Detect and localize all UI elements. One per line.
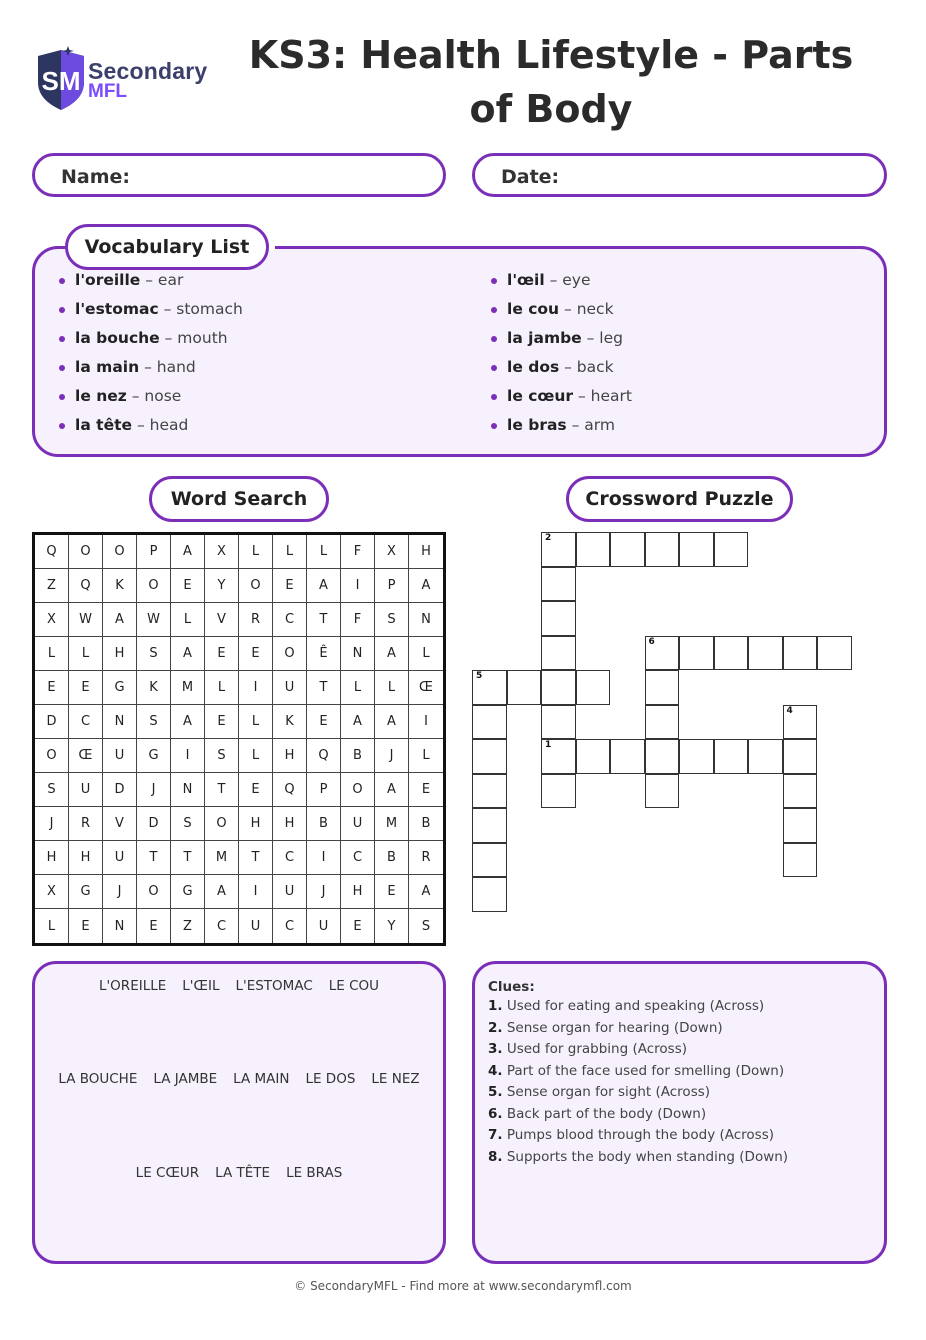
clue-item [488, 1039, 788, 1061]
word-search-cell[interactable]: L [35, 637, 69, 671]
word-search-cell[interactable]: H [341, 875, 375, 909]
word-search-cell[interactable]: C [273, 841, 307, 875]
vocab-english: – neck [559, 300, 614, 318]
vocab-french: la bouche [75, 329, 160, 347]
word-search-cell[interactable]: H [273, 739, 307, 773]
word-search-cell[interactable]: C [273, 603, 307, 637]
word-search-cell[interactable]: U [273, 875, 307, 909]
word-search-cell[interactable]: J [35, 807, 69, 841]
crossword-number: 4 [786, 705, 793, 716]
vocab-english: – hand [139, 358, 196, 376]
vocab-french: le cou [507, 300, 560, 318]
clue-number: 3. [488, 1041, 503, 1057]
vocab-english: – heart [573, 387, 632, 405]
clue-text: Sense organ for hearing (Down) [502, 1019, 723, 1036]
crossword-cell[interactable] [541, 601, 576, 636]
vocab-french: la main [75, 358, 140, 376]
date-field[interactable] [472, 153, 887, 197]
clue-number: 8. [488, 1148, 503, 1165]
vocab-french: le cœur [507, 387, 574, 405]
word-search-cell[interactable]: I [307, 841, 341, 875]
clue-text: Used for grabbing (Across) [502, 1041, 687, 1057]
word-search-cell[interactable]: P [307, 773, 341, 807]
clue-item [488, 1061, 788, 1083]
name-label: Name: [61, 166, 131, 188]
crossword-cell[interactable] [783, 843, 818, 878]
word-bank-word: LE NEZ [371, 1071, 420, 1087]
svg-text:SM: SM [41, 66, 81, 96]
word-search-cell[interactable]: D [35, 705, 69, 739]
word-search-cell[interactable]: Ê [307, 637, 341, 671]
word-search-cell[interactable]: H [69, 841, 103, 875]
word-search-cell[interactable]: S [137, 637, 171, 671]
crossword-cell[interactable] [783, 636, 818, 671]
word-search-cell[interactable]: I [409, 705, 443, 739]
word-search-heading: Word Search [149, 476, 329, 522]
word-search-cell[interactable]: U [103, 739, 137, 773]
crossword-number: 1 [545, 740, 552, 750]
word-search-cell[interactable]: L [341, 671, 375, 705]
word-bank-word: L'OREILLE [98, 978, 167, 994]
word-bank-word: LE CŒUR [135, 1165, 200, 1181]
crossword-cell[interactable] [610, 532, 645, 567]
word-search-cell[interactable]: A [171, 637, 205, 671]
crossword-cell[interactable] [576, 670, 611, 705]
word-search-cell[interactable]: J [103, 875, 137, 909]
word-search-cell[interactable]: L [409, 637, 443, 671]
crossword-cell[interactable] [645, 739, 680, 774]
vocabulary-heading: Vocabulary List [65, 224, 269, 270]
vocab-item [489, 415, 632, 444]
clue-text: Back part of the body (Down) [502, 1105, 707, 1122]
word-search-cell[interactable]: A [171, 705, 205, 739]
word-search-cell[interactable]: U [273, 671, 307, 705]
vocab-item [57, 357, 243, 386]
crossword-cell[interactable] [679, 739, 714, 774]
word-bank-row [35, 978, 443, 994]
crossword-heading: Crossword Puzzle [566, 476, 793, 522]
word-search-cell[interactable]: K [273, 705, 307, 739]
clue-text: Supports the body when standing (Down) [502, 1148, 789, 1165]
word-search-cell[interactable]: V [103, 807, 137, 841]
vocab-french: la jambe [507, 329, 582, 347]
word-search-cell[interactable]: O [341, 773, 375, 807]
word-search-cell[interactable]: E [341, 909, 375, 943]
word-search-cell[interactable]: B [341, 739, 375, 773]
word-bank-word: LE DOS [305, 1071, 356, 1087]
word-search-cell[interactable]: O [273, 637, 307, 671]
vocab-french: le nez [75, 387, 127, 405]
word-search-cell[interactable]: A [307, 569, 341, 603]
word-search-cell[interactable]: Y [205, 569, 239, 603]
crossword-cell[interactable] [610, 739, 645, 774]
vocab-english: – arm [566, 416, 615, 434]
word-search-cell[interactable]: Y [375, 909, 409, 943]
word-search-cell[interactable]: C [205, 909, 239, 943]
word-search-cell[interactable]: M [375, 807, 409, 841]
crossword-cell[interactable] [507, 670, 542, 705]
word-search-cell[interactable]: M [171, 671, 205, 705]
word-search-cell[interactable]: J [375, 739, 409, 773]
word-search-cell[interactable]: E [205, 637, 239, 671]
word-search-cell[interactable]: D [137, 807, 171, 841]
vocabulary-box [32, 246, 887, 457]
vocab-item [57, 415, 243, 444]
word-search-cell[interactable]: E [273, 569, 307, 603]
shield-logo-icon [34, 46, 88, 112]
clues-list [488, 996, 788, 1168]
word-bank-box [32, 961, 446, 1264]
word-search-cell[interactable]: B [307, 807, 341, 841]
word-search-cell[interactable]: E [409, 773, 443, 807]
clue-item [488, 1082, 788, 1104]
word-search-cell[interactable]: L [239, 739, 273, 773]
vocab-english: – nose [126, 387, 182, 405]
crossword-cell[interactable] [541, 532, 576, 567]
word-search-cell[interactable]: L [69, 637, 103, 671]
word-search-cell[interactable]: D [103, 773, 137, 807]
word-search-cell[interactable]: Q [35, 535, 69, 569]
word-search-cell[interactable]: S [35, 773, 69, 807]
clue-text: Sense organ for sight (Across) [502, 1084, 711, 1100]
brand-subname: MFL [88, 81, 128, 102]
word-search-cell[interactable]: T [205, 773, 239, 807]
word-search-cell[interactable]: R [69, 807, 103, 841]
word-search-cell[interactable]: O [103, 535, 137, 569]
crossword-cell[interactable] [576, 739, 611, 774]
word-search-cell[interactable]: T [307, 671, 341, 705]
word-search-cell[interactable]: Œ [409, 671, 443, 705]
word-search-cell[interactable]: E [205, 705, 239, 739]
vocab-french: la tête [75, 416, 133, 434]
word-search-cell[interactable]: O [137, 569, 171, 603]
word-search-cell[interactable]: H [273, 807, 307, 841]
word-search-cell[interactable]: A [409, 875, 443, 909]
crossword-number: 5 [476, 671, 483, 681]
word-search-cell[interactable]: X [35, 875, 69, 909]
word-search-cell[interactable]: P [375, 569, 409, 603]
word-search-cell[interactable]: N [103, 705, 137, 739]
word-search-cell[interactable]: G [171, 875, 205, 909]
vocab-item [489, 270, 632, 299]
footer-text: © SecondaryMFL - Find more at www.secondarymfl.com [294, 1279, 632, 1293]
vocab-item [57, 270, 243, 299]
word-search-cell[interactable]: W [69, 603, 103, 637]
word-bank-word: LE COU [328, 978, 380, 994]
vocab-item [57, 328, 243, 357]
word-search-cell[interactable]: A [341, 705, 375, 739]
word-search-cell[interactable]: L [171, 603, 205, 637]
clue-number: 6. [488, 1105, 503, 1122]
word-search-cell[interactable]: O [35, 739, 69, 773]
vocab-item [489, 386, 632, 415]
brand-name: Secondary [88, 58, 208, 84]
word-search-cell[interactable]: A [205, 875, 239, 909]
clue-item [488, 996, 788, 1018]
word-search-cell[interactable]: X [205, 535, 239, 569]
word-search-cell[interactable]: A [409, 569, 443, 603]
word-search-cell[interactable]: X [375, 535, 409, 569]
clue-number: 2. [488, 1019, 503, 1036]
word-search-cell[interactable]: Z [35, 569, 69, 603]
word-search-cell[interactable]: E [137, 909, 171, 943]
word-bank-word: LA JAMBE [153, 1071, 218, 1087]
vocab-french: l'estomac [75, 300, 159, 318]
vocab-french: l'œil [507, 271, 545, 289]
word-bank-word: LA BOUCHE [58, 1071, 138, 1087]
crossword-cell[interactable] [783, 739, 818, 774]
word-search-cell[interactable]: P [137, 535, 171, 569]
word-search-cell[interactable]: E [239, 773, 273, 807]
word-search-cell[interactable]: S [205, 739, 239, 773]
crossword-cell[interactable] [748, 636, 783, 671]
word-bank-word: LE BRAS [286, 1165, 343, 1181]
word-bank-word: LA MAIN [233, 1071, 290, 1087]
clue-number: 7. [488, 1127, 503, 1143]
crossword-cell[interactable] [645, 636, 680, 671]
word-search-cell[interactable]: A [375, 773, 409, 807]
word-search-cell[interactable]: U [69, 773, 103, 807]
word-search-cell[interactable]: E [171, 569, 205, 603]
word-search-cell[interactable]: A [171, 535, 205, 569]
crossword-cell[interactable] [541, 705, 576, 740]
word-search-cell[interactable]: K [103, 569, 137, 603]
word-search-cell[interactable]: X [35, 603, 69, 637]
crossword-cell[interactable] [576, 532, 611, 567]
word-bank-word: L'ESTOMAC [235, 978, 313, 994]
word-search-cell[interactable]: H [239, 807, 273, 841]
word-search-cell[interactable]: S [171, 807, 205, 841]
vocab-english: – eye [544, 271, 591, 289]
crossword-cell[interactable] [472, 877, 507, 912]
word-search-cell[interactable]: N [409, 603, 443, 637]
word-search-cell[interactable]: Q [307, 739, 341, 773]
word-bank-row [35, 1071, 443, 1087]
word-search-cell[interactable]: B [409, 807, 443, 841]
word-search-cell[interactable]: O [205, 807, 239, 841]
word-bank-word: L'ŒIL [182, 978, 220, 994]
word-search-cell[interactable]: Q [69, 569, 103, 603]
word-search-cell[interactable]: C [273, 909, 307, 943]
word-search-cell[interactable]: H [409, 535, 443, 569]
word-search-cell[interactable]: H [35, 841, 69, 875]
word-search-cell[interactable]: M [205, 841, 239, 875]
vocab-item [489, 299, 632, 328]
vocab-english: – leg [581, 329, 623, 347]
word-search-cell[interactable]: I [239, 875, 273, 909]
crossword-cell[interactable] [783, 774, 818, 809]
vocab-item [57, 299, 243, 328]
clue-number: 1. [488, 998, 503, 1014]
vocab-item [489, 328, 632, 357]
word-bank-row [35, 1165, 443, 1181]
clue-item [488, 1018, 788, 1040]
vocabulary-list-left [57, 270, 243, 444]
crossword-cell[interactable] [472, 705, 507, 740]
vocab-french: le dos [507, 358, 560, 376]
crossword-cell[interactable] [679, 532, 714, 567]
crossword-cell[interactable] [645, 705, 680, 740]
word-search-cell[interactable]: J [137, 773, 171, 807]
word-search-cell[interactable]: E [69, 909, 103, 943]
clues-title: Clues: [488, 979, 535, 995]
clue-item [488, 1104, 788, 1126]
word-search-cell[interactable]: N [171, 773, 205, 807]
word-search-cell[interactable]: F [341, 535, 375, 569]
word-search-cell[interactable]: F [341, 603, 375, 637]
crossword-cell[interactable] [714, 532, 749, 567]
word-search-cell[interactable]: G [69, 875, 103, 909]
vocab-french: l'oreille [75, 271, 141, 289]
crossword-cell[interactable] [472, 808, 507, 843]
clue-item [488, 1125, 788, 1147]
word-search-cell[interactable]: I [171, 739, 205, 773]
word-search-cell[interactable]: U [239, 909, 273, 943]
crossword-cell[interactable] [541, 774, 576, 809]
word-search-cell[interactable]: C [69, 705, 103, 739]
vocabulary-list-right [489, 270, 632, 444]
crossword-cell[interactable] [645, 532, 680, 567]
vocab-french: le bras [507, 416, 567, 434]
word-search-cell[interactable]: L [205, 671, 239, 705]
word-search-cell[interactable]: V [205, 603, 239, 637]
clue-text: Part of the face used for smelling (Down) [502, 1062, 785, 1079]
word-search-cell[interactable]: I [341, 569, 375, 603]
crossword-number: 2 [545, 533, 552, 543]
word-search-cell[interactable]: J [307, 875, 341, 909]
word-search-cell[interactable]: G [103, 671, 137, 705]
crossword-cell[interactable] [748, 739, 783, 774]
crossword-cell[interactable] [541, 636, 576, 671]
crossword-cell[interactable] [472, 843, 507, 878]
word-search-cell[interactable]: N [341, 637, 375, 671]
word-search-cell[interactable]: L [239, 535, 273, 569]
word-search-cell[interactable]: U [341, 807, 375, 841]
word-search-cell[interactable]: S [137, 705, 171, 739]
crossword-cell[interactable] [817, 636, 852, 671]
crossword-cell[interactable] [714, 739, 749, 774]
crossword-cell[interactable] [679, 636, 714, 671]
word-search-cell[interactable]: T [171, 841, 205, 875]
word-search-cell[interactable]: E [239, 637, 273, 671]
word-bank-word: LA TÊTE [215, 1165, 271, 1181]
crossword-cell[interactable] [783, 808, 818, 843]
word-search-cell[interactable]: T [239, 841, 273, 875]
page-title: KS3: Health Lifestyle - Parts of Body [248, 33, 854, 131]
word-search-cell[interactable]: Œ [69, 739, 103, 773]
word-search-cell[interactable]: N [103, 909, 137, 943]
clues-box [472, 961, 887, 1264]
word-search-cell[interactable]: G [137, 739, 171, 773]
date-label: Date: [501, 166, 560, 188]
word-search-cell[interactable]: E [375, 875, 409, 909]
crossword-cell[interactable] [472, 774, 507, 809]
word-search-cell[interactable]: R [409, 841, 443, 875]
crossword-grid [472, 532, 852, 912]
clue-item [488, 1147, 788, 1169]
word-search-cell[interactable]: L [375, 671, 409, 705]
word-search-cell[interactable]: R [239, 603, 273, 637]
crossword-cell[interactable] [541, 567, 576, 602]
word-search-cell[interactable]: L [409, 739, 443, 773]
crossword-cell[interactable] [783, 705, 818, 740]
word-search-cell[interactable]: O [137, 875, 171, 909]
word-search-cell[interactable]: T [137, 841, 171, 875]
word-search-cell[interactable]: K [137, 671, 171, 705]
word-search-cell[interactable]: U [307, 909, 341, 943]
word-search-cell[interactable]: E [35, 671, 69, 705]
word-search-cell[interactable]: L [273, 535, 307, 569]
word-search-grid [32, 532, 446, 946]
word-search-cell[interactable]: Q [273, 773, 307, 807]
crossword-cell[interactable] [541, 670, 576, 705]
crossword-cell[interactable] [714, 636, 749, 671]
word-search-cell[interactable]: O [69, 535, 103, 569]
clue-text: Used for eating and speaking (Across) [502, 998, 765, 1014]
name-field[interactable] [32, 153, 446, 197]
vocab-english: – ear [140, 271, 184, 289]
word-search-cell[interactable]: S [375, 603, 409, 637]
vocab-english: – head [132, 416, 189, 434]
word-search-cell[interactable]: L [35, 909, 69, 943]
vocab-english: – mouth [159, 329, 228, 347]
word-search-cell[interactable]: Z [171, 909, 205, 943]
word-search-cell[interactable]: T [307, 603, 341, 637]
crossword-cell[interactable] [645, 774, 680, 809]
vocab-item [57, 386, 243, 415]
crossword-cell[interactable] [472, 739, 507, 774]
word-search-cell[interactable]: L [239, 705, 273, 739]
word-search-cell[interactable]: A [375, 637, 409, 671]
word-search-cell[interactable]: I [239, 671, 273, 705]
clue-number: 5. [488, 1084, 503, 1100]
crossword-cell[interactable] [472, 670, 507, 705]
word-search-cell[interactable]: B [375, 841, 409, 875]
crossword-cell[interactable] [645, 670, 680, 705]
crossword-number: 6 [648, 636, 655, 647]
word-search-cell[interactable]: A [103, 603, 137, 637]
word-search-cell[interactable]: L [307, 535, 341, 569]
clue-number: 4. [488, 1062, 503, 1079]
vocab-english: – stomach [158, 300, 243, 318]
crossword-cell[interactable] [541, 739, 576, 774]
word-search-cell[interactable]: A [375, 705, 409, 739]
word-search-cell[interactable]: O [239, 569, 273, 603]
word-search-cell[interactable]: H [103, 637, 137, 671]
vocab-item [489, 357, 632, 386]
word-search-cell[interactable]: U [103, 841, 137, 875]
word-search-cell[interactable]: S [421, 918, 431, 934]
word-search-cell[interactable]: E [307, 705, 341, 739]
word-search-cell[interactable]: E [69, 671, 103, 705]
word-search-cell[interactable]: C [341, 841, 375, 875]
vocab-english: – back [559, 358, 614, 376]
clue-text: Pumps blood through the body (Across) [502, 1127, 775, 1143]
word-search-cell[interactable]: W [137, 603, 171, 637]
